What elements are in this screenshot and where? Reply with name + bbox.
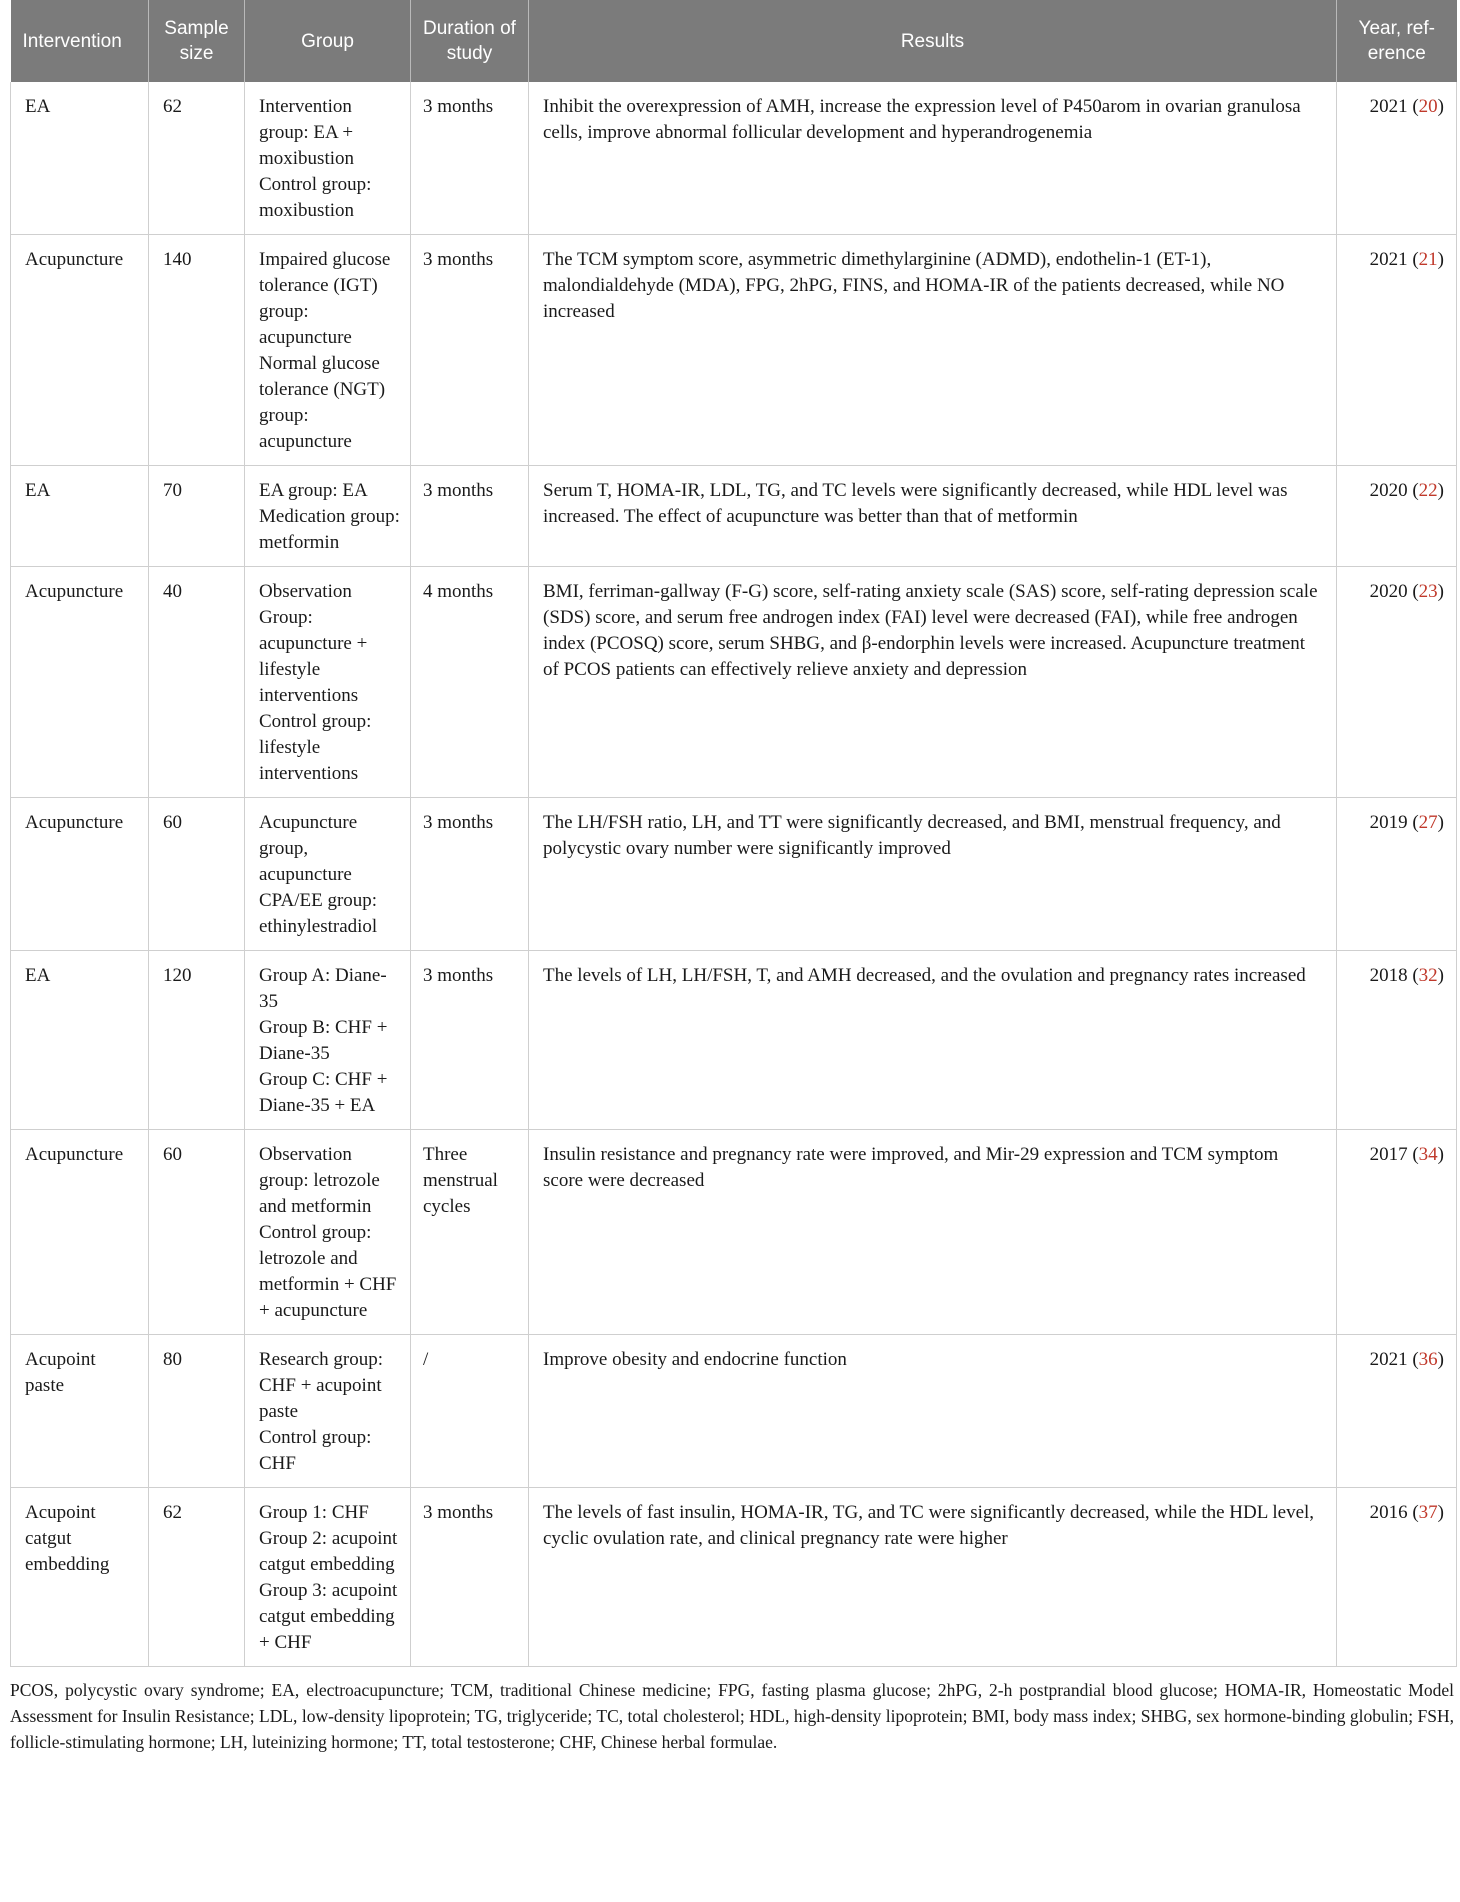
table-header [11, 0, 1457, 82]
table-row [11, 798, 1457, 951]
cell-duration: 3 months [411, 235, 529, 466]
cell-sample-size: 60 [149, 1130, 245, 1335]
cell-year-reference: 2021 (21) [1337, 235, 1457, 466]
reference-link[interactable]: 20 [1418, 96, 1438, 117]
year-text: 2021 [1369, 96, 1408, 117]
header-row [11, 0, 1457, 82]
cell-year-reference: 2017 (34) [1337, 1130, 1457, 1335]
reference-link[interactable]: 22 [1418, 480, 1438, 501]
year-text: 2020 [1369, 581, 1408, 602]
cell-year-reference: 2020 (23) [1337, 567, 1457, 798]
reference-link[interactable]: 23 [1418, 581, 1438, 602]
cell-duration: 3 months [411, 951, 529, 1130]
cell-duration: 3 months [411, 466, 529, 567]
reference-link[interactable]: 27 [1418, 812, 1438, 833]
cell-group: Research group: CHF + acupoint paste Control group: CHF [245, 1335, 411, 1488]
cell-group: Group 1: CHF Group 2: acupoint catgut embedding Group 3: acupoint catgut embedding + CHF [245, 1488, 411, 1667]
cell-sample-size: 80 [149, 1335, 245, 1488]
cell-intervention: Acupuncture [11, 798, 149, 951]
year-text: 2021 [1369, 1349, 1408, 1370]
cell-intervention: EA [11, 951, 149, 1130]
table-row [11, 1488, 1457, 1667]
cell-duration: 3 months [411, 1488, 529, 1667]
header-results: Results [529, 0, 1337, 82]
year-text: 2021 [1369, 249, 1408, 270]
studies-table [10, 0, 1457, 1667]
header-intervention: Intervention [11, 0, 149, 82]
cell-group: Observation group: letrozole and metformin Control group: letrozole and metformin + CHF + acupuncture [245, 1130, 411, 1335]
cell-results: Improve obesity and endocrine function [529, 1335, 1337, 1488]
cell-group: Group A: Diane-35 Group B: CHF + Diane-35 Group C: CHF + Diane-35 + EA [245, 951, 411, 1130]
reference-link[interactable]: 34 [1418, 1144, 1438, 1165]
cell-sample-size: 62 [149, 82, 245, 235]
table-row [11, 82, 1457, 235]
cell-year-reference: 2018 (32) [1337, 951, 1457, 1130]
cell-sample-size: 140 [149, 235, 245, 466]
cell-duration: 3 months [411, 798, 529, 951]
header-group: Group [245, 0, 411, 82]
cell-duration: 4 months [411, 567, 529, 798]
year-text: 2017 [1369, 1144, 1408, 1165]
cell-results: The levels of fast insulin, HOMA-IR, TG, and TC were significantly decreased, while the HDL level, cyclic ovulation rate, and clinical pregnancy rate were higher [529, 1488, 1337, 1667]
reference-link[interactable]: 36 [1418, 1349, 1438, 1370]
table-row [11, 567, 1457, 798]
cell-group: Impaired glucose tolerance (IGT) group: acupuncture Normal glucose tolerance (NGT) group: acupuncture [245, 235, 411, 466]
table-row [11, 951, 1457, 1130]
document-page [10, 0, 1456, 1755]
cell-sample-size: 120 [149, 951, 245, 1130]
cell-year-reference: 2019 (27) [1337, 798, 1457, 951]
cell-group: EA group: EA Medication group: metformin [245, 466, 411, 567]
table-row [11, 1335, 1457, 1488]
cell-intervention: Acupuncture [11, 567, 149, 798]
table-row [11, 1130, 1457, 1335]
cell-intervention: Acupoint paste [11, 1335, 149, 1488]
table-row [11, 466, 1457, 567]
cell-results: The TCM symptom score, asymmetric dimethylarginine (ADMD), endothelin-1 (ET-1), malondialdehyde (MDA), FPG, 2hPG, FINS, and HOMA-IR of the patients decreased, while NO increased [529, 235, 1337, 466]
cell-results: BMI, ferriman-gallway (F-G) score, self-rating anxiety scale (SAS) score, self-rating depression scale (SDS) score, and serum free androgen index (FAI) level were decreased (FAI), while free androgen index (PCOSQ) score, serum SHBG, and β-endorphin levels were increased. Acupuncture treatment of PCOS patients can effectively relieve anxiety and depression [529, 567, 1337, 798]
reference-link[interactable]: 37 [1418, 1502, 1438, 1523]
cell-results: Insulin resistance and pregnancy rate were improved, and Mir-29 expression and TCM symptom score were decreased [529, 1130, 1337, 1335]
cell-group: Acupuncture group, acupuncture CPA/EE group: ethinylestradiol [245, 798, 411, 951]
cell-intervention: EA [11, 466, 149, 567]
cell-results: Inhibit the overexpression of AMH, increase the expression level of P450arom in ovarian granulosa cells, improve abnormal follicular development and hyperandrogenemia [529, 82, 1337, 235]
table-body [11, 82, 1457, 1667]
cell-results: The levels of LH, LH/FSH, T, and AMH decreased, and the ovulation and pregnancy rates increased [529, 951, 1337, 1130]
cell-sample-size: 60 [149, 798, 245, 951]
table-row [11, 235, 1457, 466]
cell-duration: 3 months [411, 82, 529, 235]
cell-group: Intervention group: EA + moxibustion Control group: moxibustion [245, 82, 411, 235]
year-text: 2018 [1369, 965, 1408, 986]
cell-results: The LH/FSH ratio, LH, and TT were significantly decreased, and BMI, menstrual frequency, and polycystic ovary number were significantly improved [529, 798, 1337, 951]
cell-duration: Three menstrual cycles [411, 1130, 529, 1335]
reference-link[interactable]: 21 [1418, 249, 1438, 270]
cell-duration: / [411, 1335, 529, 1488]
year-text: 2016 [1369, 1502, 1408, 1523]
cell-year-reference: 2020 (22) [1337, 466, 1457, 567]
cell-sample-size: 70 [149, 466, 245, 567]
reference-link[interactable]: 32 [1418, 965, 1438, 986]
cell-year-reference: 2021 (20) [1337, 82, 1457, 235]
year-text: 2019 [1369, 812, 1408, 833]
cell-sample-size: 62 [149, 1488, 245, 1667]
cell-year-reference: 2016 (37) [1337, 1488, 1457, 1667]
cell-sample-size: 40 [149, 567, 245, 798]
header-sample-size: Sample size [149, 0, 245, 82]
cell-intervention: Acupuncture [11, 1130, 149, 1335]
cell-year-reference: 2021 (36) [1337, 1335, 1457, 1488]
cell-intervention: EA [11, 82, 149, 235]
cell-results: Serum T, HOMA-IR, LDL, TG, and TC levels were significantly decreased, while HDL level was increased. The effect of acupuncture was better than that of metformin [529, 466, 1337, 567]
header-year-reference: Year, ref-erence [1337, 0, 1457, 82]
cell-intervention: Acupuncture [11, 235, 149, 466]
header-duration: Duration of study [411, 0, 529, 82]
year-text: 2020 [1369, 480, 1408, 501]
cell-intervention: Acupoint catgut embedding [11, 1488, 149, 1667]
cell-group: Observation Group: acupuncture + lifestyle interventions Control group: lifestyle interventions [245, 567, 411, 798]
table-footnote: PCOS, polycystic ovary syndrome; EA, electroacupuncture; TCM, traditional Chinese medicine; FPG, fasting plasma glucose; 2hPG, 2-h postprandial blood glucose; HOMA-IR, Homeostatic Model Assessment for Insulin Resistance; LDL, low-density lipoprotein; TG, triglyceride; TC, total cholesterol; HDL, high-density lipoprotein; BMI, body mass index; SHBG, sex hormone-binding globulin; FSH, follicle-stimulating hormone; LH, luteinizing hormone; TT, total testosterone; CHF, Chinese herbal formulae. [10, 1680, 1454, 1752]
